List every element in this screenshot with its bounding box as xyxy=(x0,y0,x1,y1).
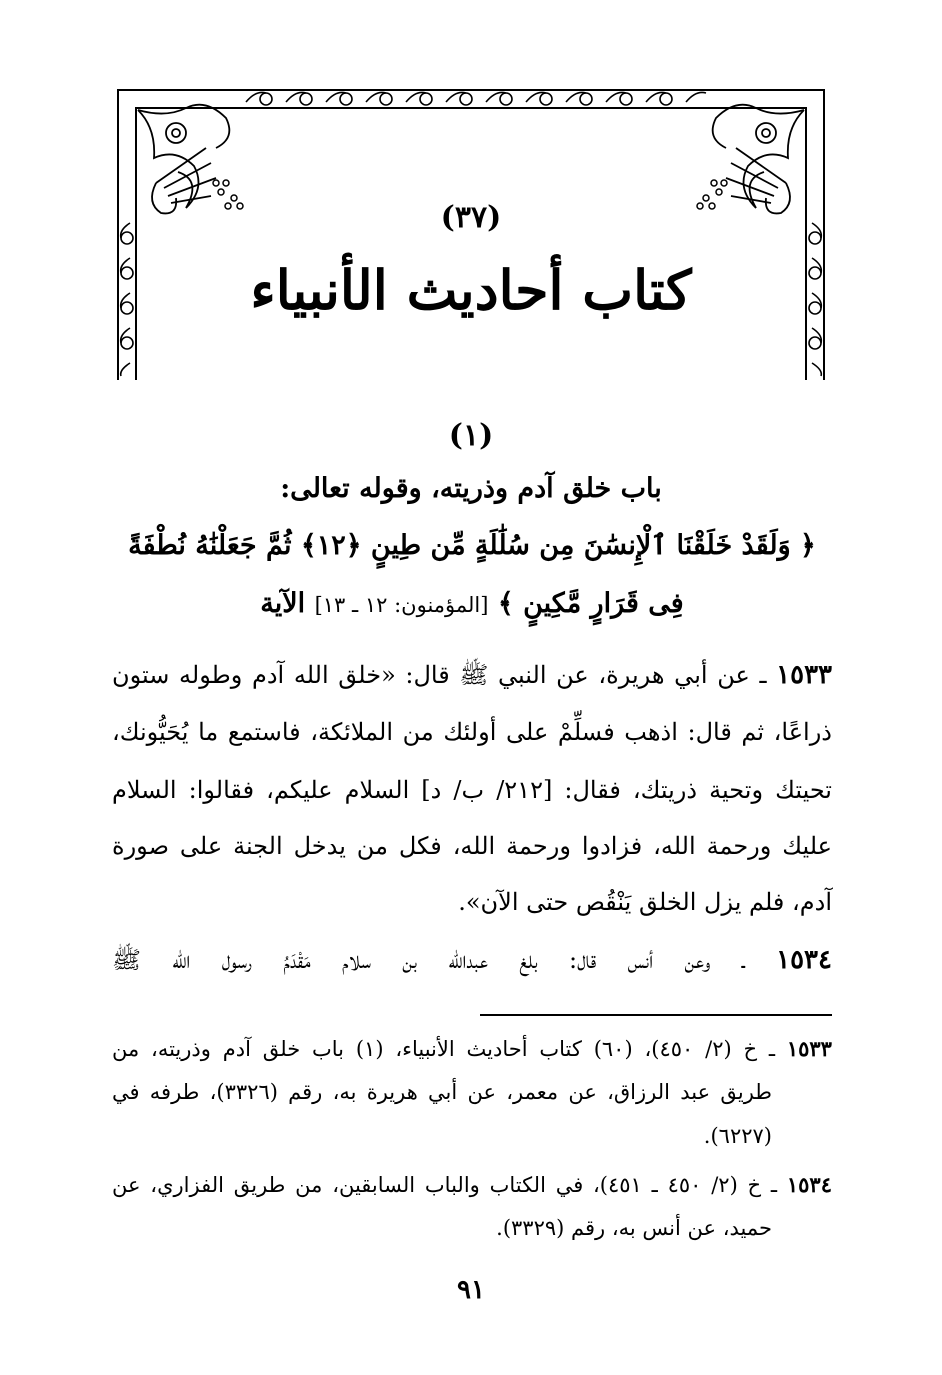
verse-tail: الآية xyxy=(260,588,306,619)
hadith-1533-line-2: ذراعًا، ثم قال: اذهب فسلِّمْ على أولئك من الملائكة، فاستمع ما يُحَيُّونك، xyxy=(112,718,832,746)
hadith-1534-line-1 xyxy=(112,945,832,980)
page-number: ٩١ xyxy=(457,1275,485,1305)
footnote-1534-line-1 xyxy=(112,1172,832,1197)
chapter-number: (٣٧) xyxy=(440,200,502,235)
footnote-1533-line-2: طريق عبد الرزاق، عن معمر، عن أبي هريرة به، رقم (٣٣٢٦)، طرفه في xyxy=(112,1080,773,1104)
footnote-text: ـ خ (٢/ ٤٥٠ ـ ٤٥١)، في الكتاب والباب السابقين، من طريق الفزاري، عن xyxy=(112,1173,778,1197)
hadith-1533-line-3: تحيتك وتحية ذريتك، فقال: [٢١٢/ ب/ د] السلام عليكم، فقالوا: السلام xyxy=(112,776,832,804)
verse-reference: [المؤمنون: ١٢ ـ ١٣] xyxy=(314,593,489,617)
footnote-1534-line-2: حميد، عن أنس به، رقم (٣٣٢٩). xyxy=(496,1216,772,1240)
quran-verse-line: ﴿ وَلَقَدْ خَلَقْنَا ٱلْإِنسَٰنَ مِن سُلَٰلَةٍ مِّن طِينٍ ﴿١٢﴾ ثُمَّ جَعَلْنَٰهُ نُطْفَةً xyxy=(128,530,816,561)
quran-verse-text: فِى قَرَارٍ مَّكِينٍ ﴾ xyxy=(497,588,684,619)
hadith-1533-line-5: آدم، فلم يزل الخلق يَنْقُص حتى الآن». xyxy=(458,888,832,916)
hadith-text: ـ وعن أنس قال: بلغ عبدالله بن سلام مَقْدَمُ رسول الله ﷺ xyxy=(112,946,745,974)
section-number: (١) xyxy=(448,418,494,453)
footnote-number: ١٥٣٣ xyxy=(786,1036,832,1061)
book-title: كتاب أحاديث الأنبياء xyxy=(250,258,692,322)
chapter-heading: باب خلق آدم وذريته، وقوله تعالى: xyxy=(280,473,662,504)
hadith-1533-line-1 xyxy=(112,660,832,695)
footnote-text: ـ خ (٢/ ٤٥٠)، (٦٠) كتاب أحاديث الأنبياء، (١) باب خلق آدم وذريته، من xyxy=(112,1037,776,1061)
hadith-number: ١٥٣٤ xyxy=(776,945,832,975)
footnote-1533-line-1 xyxy=(112,1036,832,1061)
footnote-number: ١٥٣٤ xyxy=(786,1172,832,1197)
quran-verse-line-2 xyxy=(112,588,832,619)
hadith-1533-line-4: عليك ورحمة الله، فزادوا ورحمة الله، فكل من يدخل الجنة على صورة xyxy=(112,832,832,860)
footnote-separator xyxy=(480,1014,832,1016)
hadith-number: ١٥٣٣ xyxy=(776,660,832,690)
hadith-text: ـ عن أبي هريرة، عن النبي ﷺ قال: «خلق الله آدم وطوله ستون xyxy=(112,661,767,689)
footnote-1533-line-3: (٦٢٢٧). xyxy=(703,1124,772,1148)
